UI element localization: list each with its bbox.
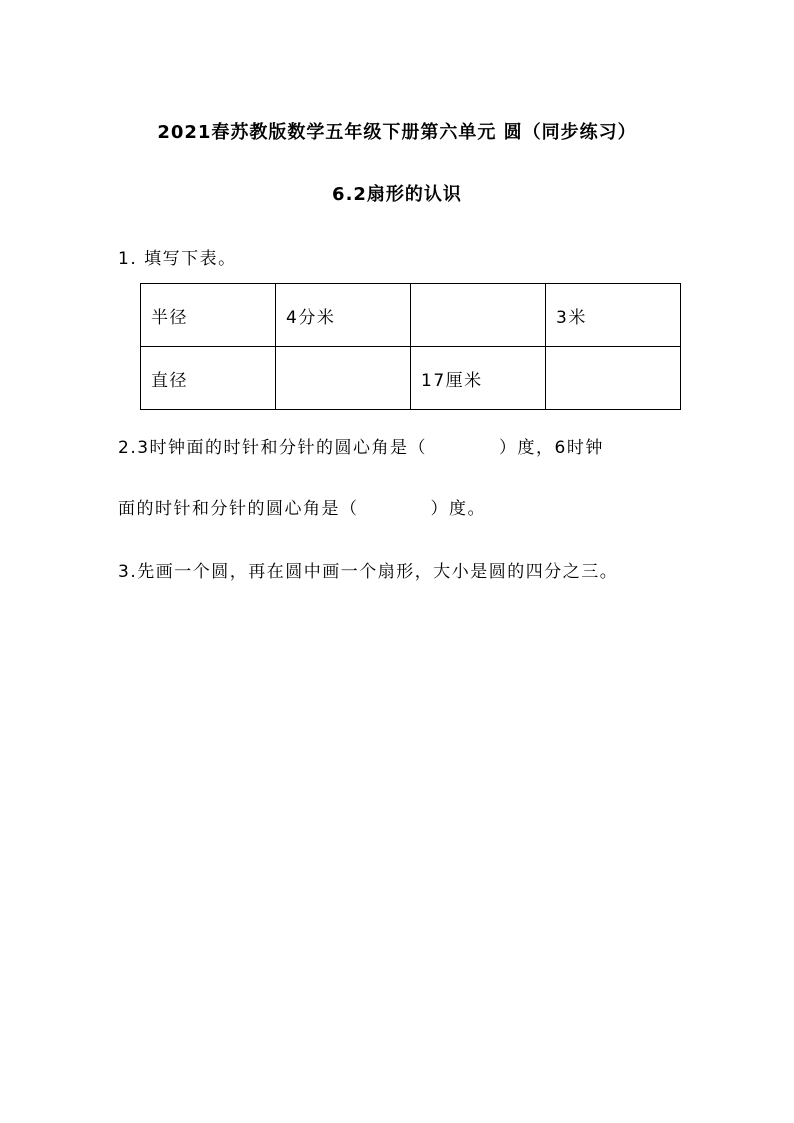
table-cell-blank xyxy=(411,284,546,347)
table-row-radius xyxy=(141,284,681,347)
question-2-line-2 xyxy=(118,494,486,519)
question-2-text-c: 面的时针和分针的圆心角是（ xyxy=(118,499,359,519)
question-1-prompt: 1. 填写下表。 xyxy=(118,249,237,269)
row-label-diameter: 直径 xyxy=(141,347,276,410)
radius-diameter-table xyxy=(140,283,681,410)
page-title: 2021春苏教版数学五年级下册第六单元 圆（同步练习） xyxy=(157,122,637,143)
question-2-text-d: ）度。 xyxy=(430,499,486,519)
row-label-radius: 半径 xyxy=(141,284,276,347)
table-cell: 3米 xyxy=(546,284,681,347)
question-3-text: 3.先画一个圆，再在圆中画一个扇形，大小是圆的四分之三。 xyxy=(118,562,619,582)
table-cell: 4分米 xyxy=(276,284,411,347)
question-2-line-1 xyxy=(118,433,604,458)
table-cell-blank xyxy=(276,347,411,410)
question-2-text-a: 2.3时钟面的时针和分针的圆心角是（ xyxy=(118,438,428,458)
table-cell: 17厘米 xyxy=(411,347,546,410)
section-subtitle: 6.2扇形的认识 xyxy=(332,184,462,205)
table-row-diameter xyxy=(141,347,681,410)
table-cell-blank xyxy=(546,347,681,410)
question-2-text-b: ）度，6时钟 xyxy=(499,438,604,458)
